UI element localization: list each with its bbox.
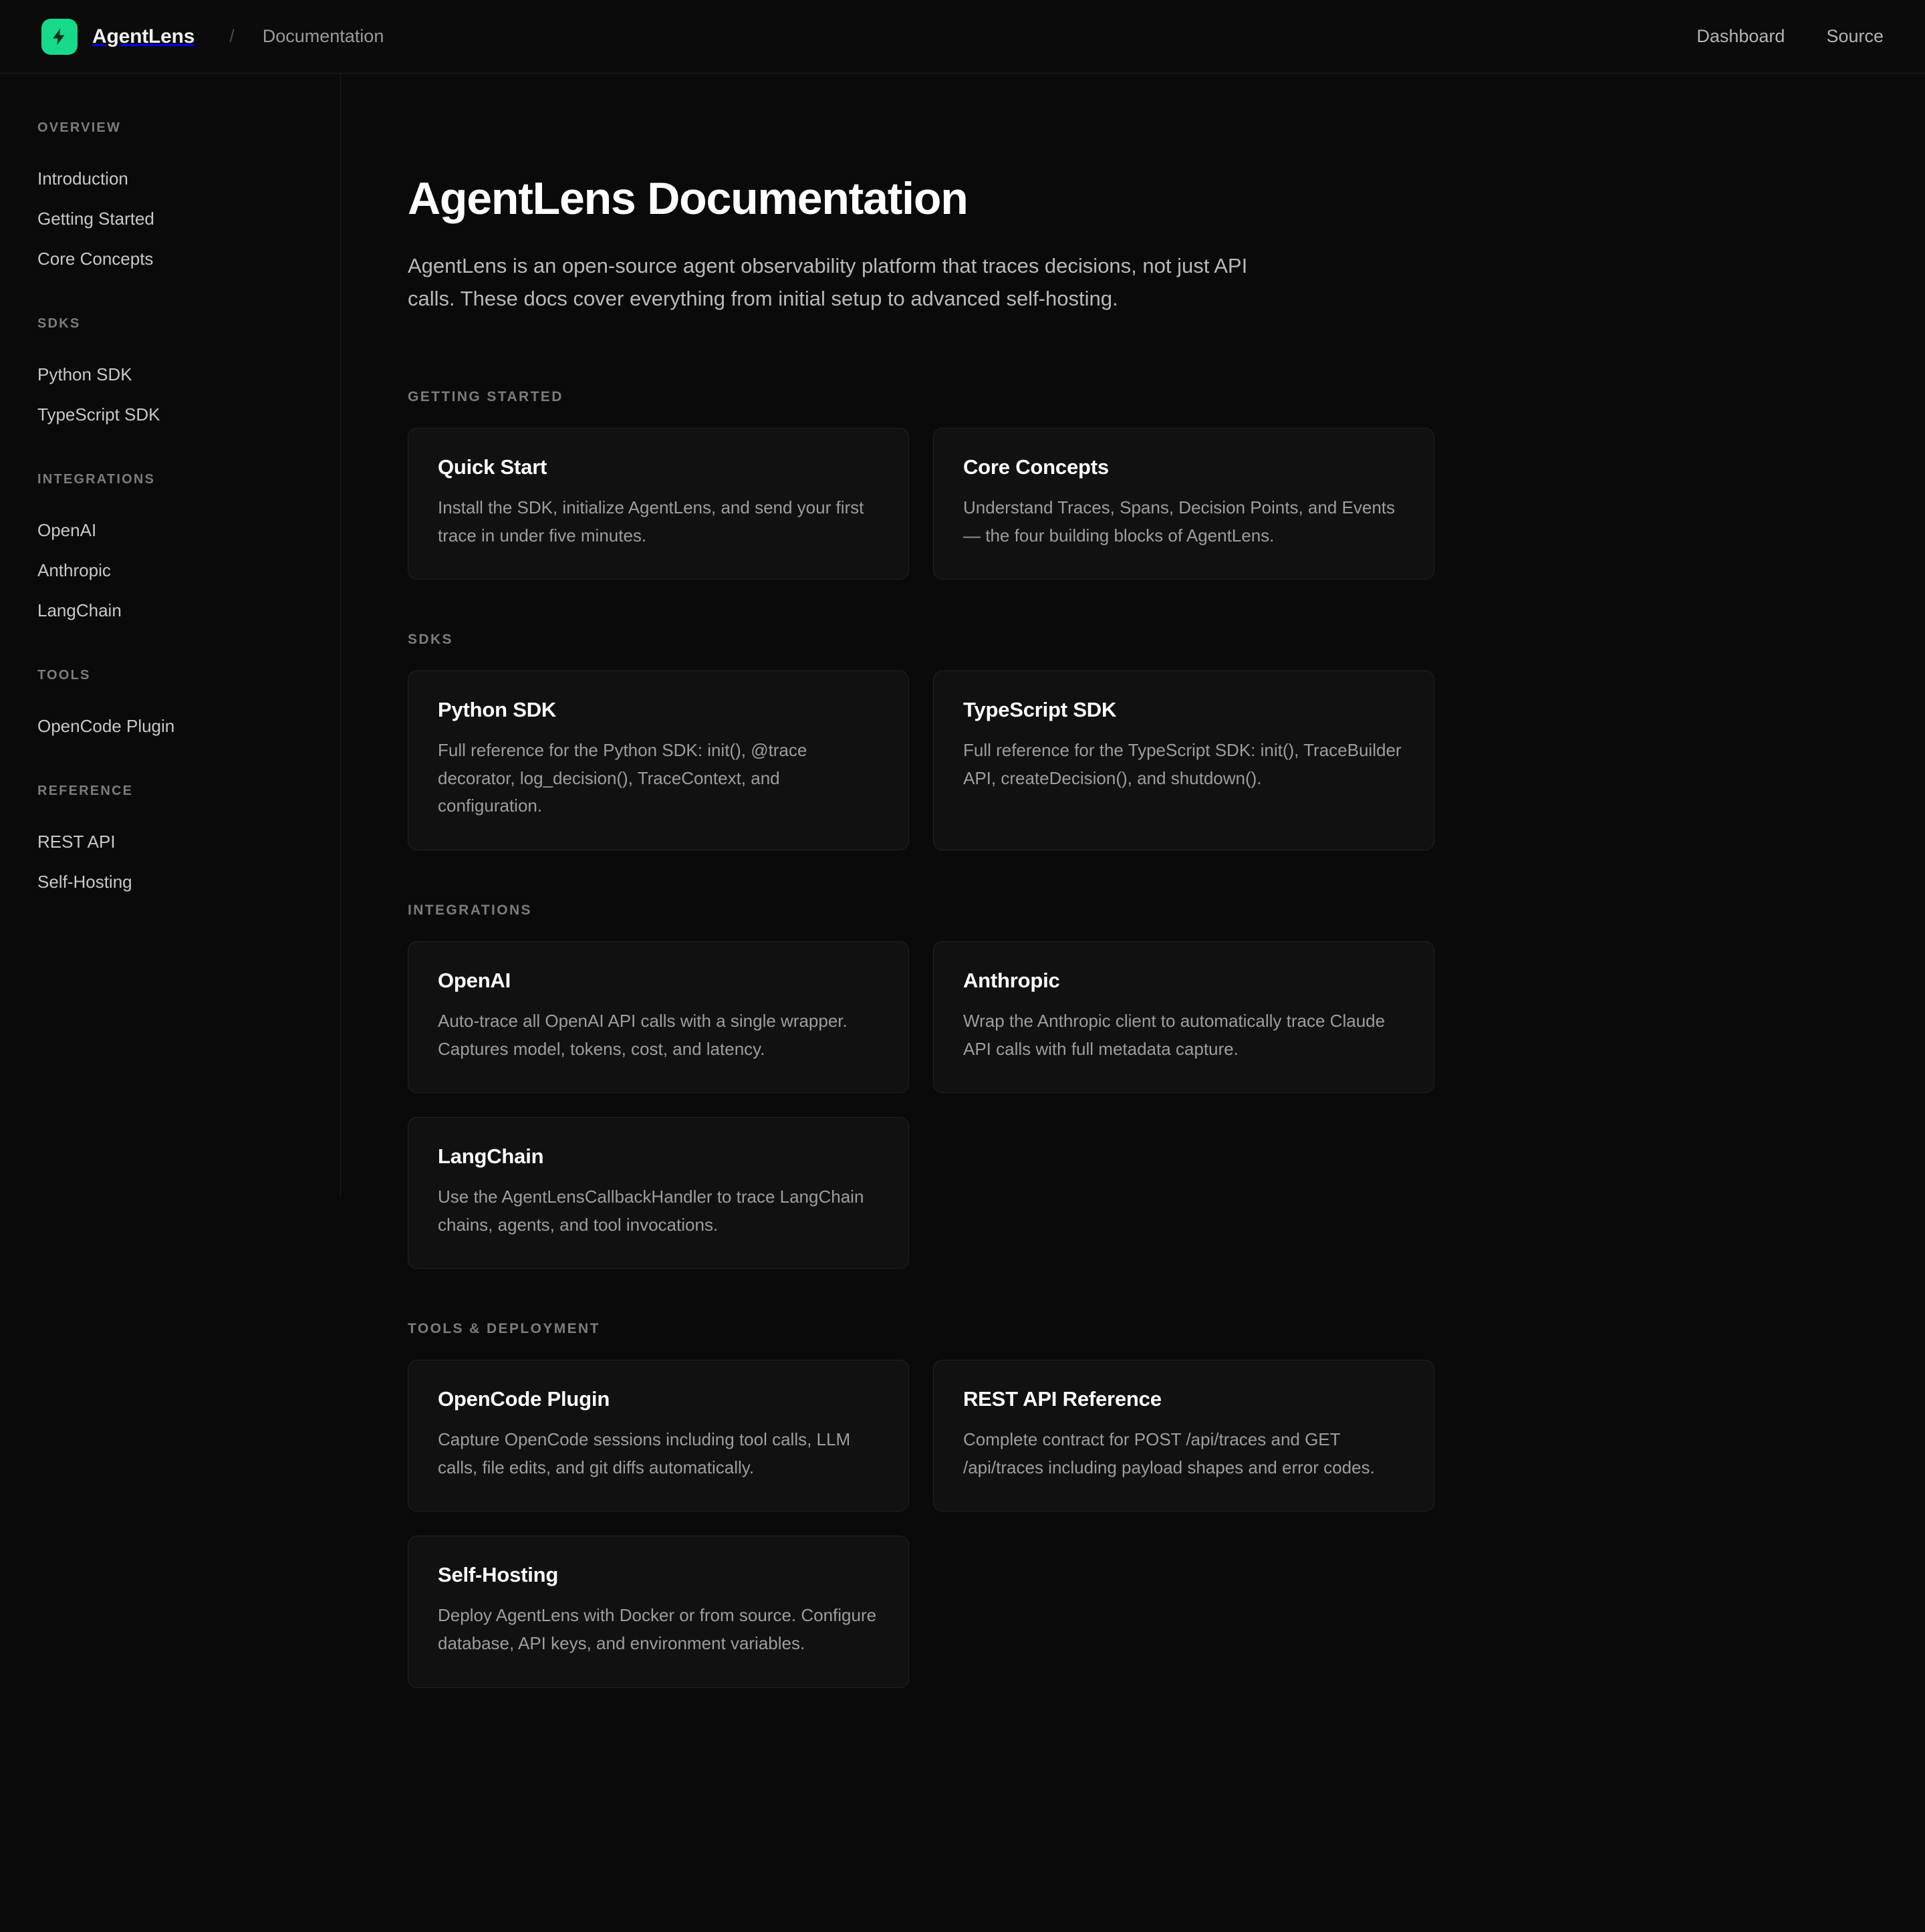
card-grid-getting-started <box>408 428 1434 580</box>
nav-link-dashboard[interactable]: Dashboard <box>1696 26 1785 46</box>
card-description: Deploy AgentLens with Docker or from source. Configure database, API keys, and environment variables. <box>438 1605 877 1654</box>
card-grid-sdks <box>408 671 1434 850</box>
sidebar-group-tools <box>37 668 340 746</box>
sidebar-item-python-sdk[interactable]: Python SDK <box>37 364 132 384</box>
sidebar-item-rest-api[interactable]: REST API <box>37 832 116 852</box>
card-langchain[interactable] <box>408 1117 909 1269</box>
card-opencode-plugin[interactable] <box>408 1360 909 1512</box>
sidebar-item-introduction[interactable]: Introduction <box>37 168 128 189</box>
sidebar-group-reference <box>37 783 340 902</box>
sidebar-item-openai[interactable]: OpenAI <box>37 520 97 540</box>
card-grid-tools-deployment <box>408 1360 1434 1687</box>
card-title: Anthropic <box>963 968 1060 992</box>
card-title: Self-Hosting <box>438 1563 559 1587</box>
card-anthropic[interactable] <box>933 941 1434 1093</box>
card-title: Core Concepts <box>963 455 1109 479</box>
sidebar-item-typescript-sdk[interactable]: TypeScript SDK <box>37 404 160 425</box>
card-description: Use the AgentLensCallbackHandler to trace LangChain chains, agents, and tool invocations. <box>438 1187 864 1235</box>
card-title: TypeScript SDK <box>963 698 1117 722</box>
card-core-concepts[interactable] <box>933 428 1434 580</box>
sidebar-item-core-concepts[interactable]: Core Concepts <box>37 249 154 269</box>
section-getting-started <box>408 389 1925 580</box>
sidebar-group-integrations <box>37 472 340 630</box>
section-tools-deployment <box>408 1321 1925 1687</box>
sidebar-heading-integrations: INTEGRATIONS <box>37 472 156 487</box>
card-title: LangChain <box>438 1144 544 1169</box>
card-description: Full reference for the Python SDK: init(), @trace decorator, log_decision(), TraceContext, and configuration. <box>438 740 807 816</box>
card-self-hosting[interactable] <box>408 1536 909 1687</box>
card-title: REST API Reference <box>963 1387 1162 1411</box>
card-description: Auto-trace all OpenAI API calls with a single wrapper. Captures model, tokens, cost, and latency. <box>438 1010 848 1059</box>
sidebar-heading-overview: OVERVIEW <box>37 120 122 135</box>
card-description: Wrap the Anthropic client to automatically trace Claude API calls with full metadata capture. <box>963 1010 1386 1059</box>
sidebar-item-opencode-plugin[interactable]: OpenCode Plugin <box>37 716 175 736</box>
sidebar <box>0 74 341 1197</box>
card-title: Quick Start <box>438 455 547 479</box>
card-title: OpenCode Plugin <box>438 1387 610 1411</box>
sidebar-item-self-hosting[interactable]: Self-Hosting <box>37 872 132 892</box>
breadcrumb-separator: / <box>229 26 235 46</box>
card-description: Full reference for the TypeScript SDK: init(), TraceBuilder API, createDecision(), and shutdown(). <box>963 740 1402 788</box>
section-label-integrations: INTEGRATIONS <box>408 902 532 918</box>
main-content <box>341 74 1925 1860</box>
breadcrumb-current: Documentation <box>262 26 384 46</box>
top-nav-links <box>1696 26 1884 47</box>
sidebar-item-langchain[interactable]: LangChain <box>37 600 122 620</box>
sidebar-group-sdks <box>37 316 340 435</box>
card-typescript-sdk[interactable] <box>933 671 1434 850</box>
sidebar-heading-tools: TOOLS <box>37 668 91 683</box>
lightning-bolt-icon <box>41 19 78 55</box>
card-openai[interactable] <box>408 941 909 1093</box>
card-grid-integrations <box>408 941 1434 1269</box>
card-description: Capture OpenCode sessions including tool calls, LLM calls, file edits, and git diffs automatically. <box>438 1429 851 1477</box>
card-description: Install the SDK, initialize AgentLens, and send your first trace in under five minutes. <box>438 497 864 546</box>
card-title: OpenAI <box>438 968 511 992</box>
card-rest-api-reference[interactable] <box>933 1360 1434 1512</box>
brand-home-link[interactable] <box>41 19 195 55</box>
nav-link-source[interactable]: Source <box>1826 26 1884 46</box>
sidebar-heading-reference: REFERENCE <box>37 783 134 798</box>
sidebar-item-getting-started[interactable]: Getting Started <box>37 209 154 229</box>
card-description: Understand Traces, Spans, Decision Points, and Events — the four building blocks of AgentLens. <box>963 497 1396 546</box>
card-python-sdk[interactable] <box>408 671 909 850</box>
section-integrations <box>408 902 1925 1269</box>
top-navigation-bar <box>0 0 1925 74</box>
brand-name: AgentLens <box>92 25 195 47</box>
page-title: AgentLens Documentation <box>408 173 968 224</box>
card-quick-start[interactable] <box>408 428 909 580</box>
section-sdks <box>408 632 1925 850</box>
section-label-getting-started: GETTING STARTED <box>408 388 563 404</box>
sidebar-heading-sdks: SDKS <box>37 316 81 331</box>
page-intro: AgentLens is an open-source agent observability platform that traces decisions, not just API calls. These docs cover everything from initial setup to advanced self-hosting. <box>408 254 1248 310</box>
sidebar-item-anthropic[interactable]: Anthropic <box>37 560 111 580</box>
card-description: Complete contract for POST /api/traces and GET /api/traces including payload shapes and error codes. <box>963 1429 1375 1477</box>
card-title: Python SDK <box>438 698 557 722</box>
sidebar-group-overview <box>37 120 340 279</box>
section-label-tools-deployment: TOOLS & DEPLOYMENT <box>408 1321 600 1337</box>
section-label-sdks: SDKS <box>408 632 453 648</box>
